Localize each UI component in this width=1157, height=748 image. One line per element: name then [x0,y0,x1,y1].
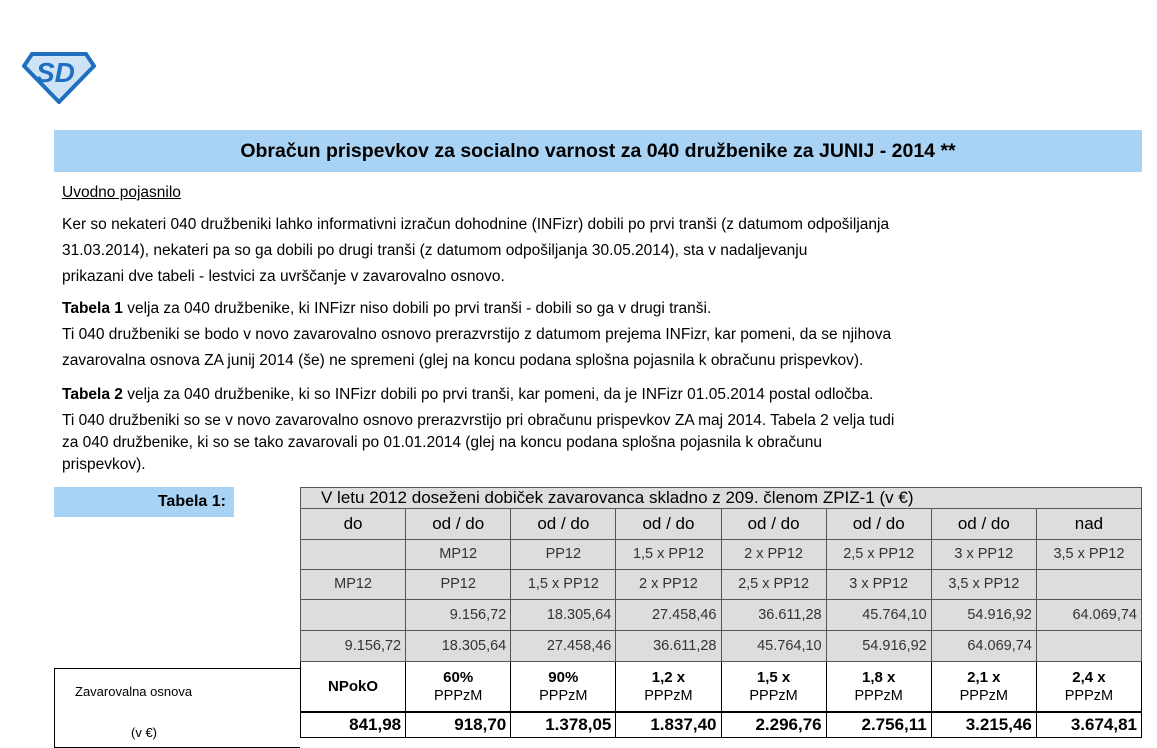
column-header: od / do [616,509,721,540]
column-header: od / do [406,509,511,540]
column-header: od / do [826,509,931,540]
amount-cell: 2.296,76 [721,712,826,738]
paragraph-5: Ti 040 družbeniki so se v novo zavarovalno osnovo prerazvrstijo pri obračunu prispevkov ZA maj 2014. Tabela 2 velja tudi za 040 družbenike, ki so se tako zavarovali po 01.01.2014 (glej na koncu podana splošna pojasnila k obračunu prispevkov). [62,412,895,473]
limit-to: 3 x PP12 [826,570,931,600]
value-from: 36.611,28 [721,600,826,631]
paragraph-4: Tabela 2 velja za 040 družbenike, ki so INFizr dobili po prvi tranši, kar pomeni, da je INFizr 01.05.2014 postal odločba. [62,386,874,403]
value-to: 54.916,92 [826,631,931,662]
basis-cell: 60% PPPzM [406,662,511,713]
limit-to: 3,5 x PP12 [931,570,1036,600]
column-header: nad [1036,509,1141,540]
amount-cell: 3.674,81 [1036,712,1141,738]
amount-cell: 3.215,46 [931,712,1036,738]
value-from: 18.305,64 [511,600,616,631]
table1 [300,487,1142,738]
value-from: 9.156,72 [406,600,511,631]
value-to: 45.764,10 [721,631,826,662]
paragraph-2: Tabela 1 velja za 040 družbenike, ki INFizr niso dobili po prvi tranši - dobili so ga v drugi tranši. [62,300,712,317]
limit-to: 2 x PP12 [616,570,721,600]
table1-label: Tabela 1: [54,487,234,517]
value-to: 18.305,64 [406,631,511,662]
limit-from [301,540,406,570]
logo-icon [22,50,96,104]
basis-cell: 2,1 x PPPzM [931,662,1036,713]
row-label: Zavarovalna osnova [75,684,193,699]
value-from [301,600,406,631]
limit-from: 1,5 x PP12 [616,540,721,570]
limit-from: MP12 [406,540,511,570]
limit-to: MP12 [301,570,406,600]
limit-to: PP12 [406,570,511,600]
amount-cell: 841,98 [301,712,406,738]
column-header: od / do [721,509,826,540]
value-from: 54.916,92 [931,600,1036,631]
value-to: 9.156,72 [301,631,406,662]
intro-heading: Uvodno pojasnilo [62,184,181,201]
limit-to [1036,570,1141,600]
value-to: 64.069,74 [931,631,1036,662]
row-unit: (v €) [131,725,157,740]
limit-from: PP12 [511,540,616,570]
column-header: do [301,509,406,540]
basis-cell: 90% PPPzM [511,662,616,713]
table-header: V letu 2012 doseženi dobiček zavarovanca skladno z 209. členom ZPIZ-1 (v €) [301,488,1142,509]
amount-cell: 918,70 [406,712,511,738]
limit-from: 3 x PP12 [931,540,1036,570]
limit-from: 2,5 x PP12 [826,540,931,570]
value-from: 64.069,74 [1036,600,1141,631]
amount-cell: 2.756,11 [826,712,931,738]
limit-to: 2,5 x PP12 [721,570,826,600]
value-from: 45.764,10 [826,600,931,631]
basis-cell: NPokO [301,662,406,713]
limit-from: 2 x PP12 [721,540,826,570]
basis-cell: 1,5 x PPPzM [721,662,826,713]
basis-cell: 2,4 x PPPzM [1036,662,1141,713]
column-header: od / do [931,509,1036,540]
amount-cell: 1.378,05 [511,712,616,738]
value-from: 27.458,46 [616,600,721,631]
limit-to: 1,5 x PP12 [511,570,616,600]
value-to: 27.458,46 [511,631,616,662]
basis-cell: 1,8 x PPPzM [826,662,931,713]
limit-from: 3,5 x PP12 [1036,540,1141,570]
page-title: Obračun prispevkov za socialno varnost za 040 družbenike za JUNIJ - 2014 ** [54,130,1142,172]
value-to: 36.611,28 [616,631,721,662]
svg-text:SD: SD [36,57,75,88]
value-to [1036,631,1141,662]
column-header: od / do [511,509,616,540]
row-label-box [54,668,300,748]
paragraph-3: Ti 040 družbeniki se bodo v novo zavarovalno osnovo prerazvrstijo z datumom prejema INFizr, kar pomeni, da se njihova zavarovalna osnova ZA junij 2014 (še) ne spremeni (glej na koncu podana splošna pojasnila k obračunu prispevkov). [62,326,892,369]
amount-cell: 1.837,40 [616,712,721,738]
basis-cell: 1,2 x PPPzM [616,662,721,713]
paragraph-1: Ker so nekateri 040 družbeniki lahko informativni izračun dohodnine (INFizr) dobili po prvi tranši (z datumom odpošiljanja 31.03.2014), nekateri pa so ga dobili po drugi tranši (z datumom odpošiljanja 30.05.2014), sta v nadaljevanju prikazani dve tabeli - lestvici za uvrščanje v zavarovalno osnovo. [62,216,890,285]
